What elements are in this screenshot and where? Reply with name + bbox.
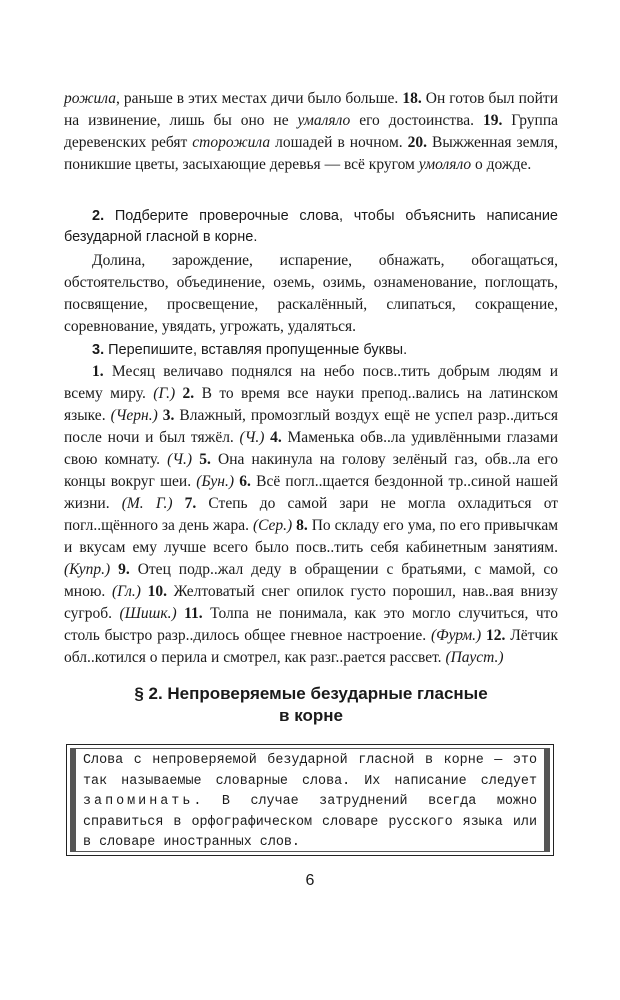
sentence-text: Влажный, промозглый воздух ещё не успел разр..диться после ночи и был тяжёл. bbox=[64, 407, 558, 446]
sentence-text: Маменька обв..ла удивлёнными глазами свою комнату. bbox=[64, 429, 559, 468]
text: его достоинства. bbox=[350, 112, 475, 129]
sentence-text: Отец подр..жал деду в обращении с братьями, с мамой, со мною. bbox=[64, 561, 558, 600]
sentence-number: 3. bbox=[157, 407, 175, 424]
author: (Бун.) bbox=[196, 473, 235, 490]
exercise2-task bbox=[64, 206, 558, 248]
text: Он готов был пойти на извинение, лишь бы оно не bbox=[64, 90, 558, 129]
exercise-instruction: Перепишите, вставляя пропущенные буквы. bbox=[104, 342, 408, 358]
section-title-line2: в корне bbox=[279, 706, 343, 725]
sentence-number: 10. bbox=[140, 583, 167, 600]
exercise1-continuation bbox=[64, 88, 558, 176]
exercise3-task bbox=[64, 340, 558, 361]
sentence-text: Всё погл..щается бездонной тр..синой нашей жизни. bbox=[64, 473, 558, 512]
sentence-number: 5. bbox=[192, 451, 211, 468]
author: (Сер.) bbox=[252, 517, 293, 534]
author: (Черн.) bbox=[110, 407, 158, 424]
exercise-number: 3. bbox=[92, 342, 105, 358]
author: (Купр.) bbox=[64, 561, 111, 578]
emphasized-word: запоминать bbox=[83, 794, 194, 809]
author: (Г.) bbox=[153, 385, 176, 402]
author: (Гл.) bbox=[111, 583, 141, 600]
word: умоляло bbox=[418, 156, 472, 173]
text: Группа деревенских ребят bbox=[64, 112, 559, 151]
author: (Шишк.) bbox=[119, 605, 177, 622]
sentence-text: Месяц величаво поднялся на небо посв..тить добрым людям и всему миру. bbox=[64, 363, 558, 402]
rule-text bbox=[83, 751, 537, 854]
sentence-number: 11. bbox=[176, 605, 203, 622]
page-number: 6 bbox=[305, 872, 315, 889]
sentence-text: Она накинула на голову зелёный газ, обв..ла его концы вокруг шеи. bbox=[64, 451, 558, 490]
sentence-number: 12. bbox=[481, 627, 506, 644]
sentence-text: По складу его ума, по его привычкам и вкусам ему лучше всего было посв..тить себя кабинетным занятиям. bbox=[64, 517, 559, 556]
section-title-line1: § 2. Непроверяемые безударные гласные bbox=[134, 684, 488, 703]
word: сторожила bbox=[192, 134, 271, 151]
sentence-number: 20. bbox=[407, 134, 428, 151]
sentence-text: Желтоватый снег опилок густо порошил, нав..вая внизу сугроб. bbox=[64, 583, 559, 622]
text: Выжженная земля, поникшие цветы, засыхающие деревья — всё кругом bbox=[64, 134, 558, 173]
exercise3-sentences bbox=[64, 361, 558, 669]
exercise2-words: Долина, зарождение, испарение, обнажать, обогащаться, обстоятельство, объединение, оземь, озимь, ознаменование, поглощать, посвящение, просвещение, раскалённый, слипаться, сокращение, соревнование, увядать, угрожать, удаляться. bbox=[64, 252, 558, 335]
author: (Ч.) bbox=[239, 429, 265, 446]
author: (Фурм.) bbox=[430, 627, 482, 644]
exercise-number: 2. bbox=[92, 208, 105, 224]
sentence-text: Степь до самой зари не могла охладиться от погл..щённого за день жара. bbox=[64, 495, 559, 534]
author: (М. Г.) bbox=[121, 495, 173, 512]
text: лошадей в ночном. bbox=[270, 134, 403, 151]
section-heading bbox=[64, 683, 558, 727]
sentence-number: 18. bbox=[402, 90, 422, 107]
word: рожила bbox=[64, 90, 116, 107]
sentence-number: 8. bbox=[292, 517, 308, 534]
sentence-number: 9. bbox=[110, 561, 130, 578]
sentence-text: Толпа не понимала, как это могло случиться, что столь быстро разр..дилось общее гневное настроение. bbox=[64, 605, 558, 644]
author: (Ч.) bbox=[167, 451, 193, 468]
sentence-number: 19. bbox=[482, 112, 503, 129]
author: (Пауст.) bbox=[445, 649, 504, 666]
sentence-number: 1. bbox=[92, 363, 104, 380]
sentence-number: 2. bbox=[175, 385, 195, 402]
rule-text-part: . В случае затруднений всегда можно справиться в орфографическом словаре русского языка или в словаре иностранных слов. bbox=[83, 794, 537, 850]
sentence-number: 4. bbox=[264, 429, 282, 446]
sentence-number: 6. bbox=[234, 473, 251, 490]
rule-text-part: Слова с непроверяемой безударной гласной в корне — это так называемые словарные слова. Их написание следует bbox=[83, 753, 537, 789]
sentence-text: Лётчик обл..котился о перила и смотрел, как разг..рается рассвет. bbox=[64, 627, 558, 666]
sentence-number: 7. bbox=[172, 495, 197, 512]
sentence-text: В то время все науки препод..вались на латинском языке. bbox=[64, 385, 558, 424]
word: умаляло bbox=[297, 112, 351, 129]
rule-box bbox=[66, 744, 554, 856]
exercise-instruction: Подберите проверочные слова, чтобы объяснить написание безударной гласной в корне. bbox=[64, 208, 558, 245]
text: о дожде. bbox=[471, 156, 532, 173]
text: , раньше в этих местах дичи было больше. bbox=[115, 90, 399, 107]
